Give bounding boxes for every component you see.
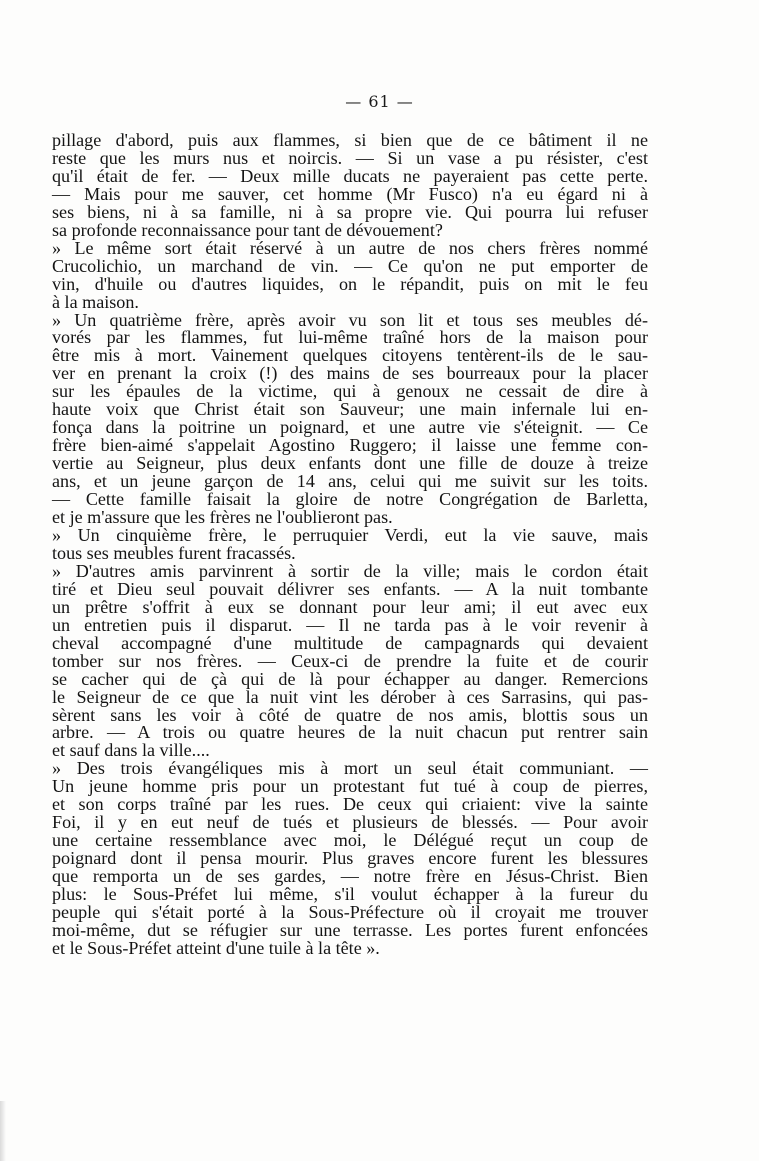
- text-line: le Seigneur de ce que la nuit vint les dérober à ces Sarrasins, qui pas-: [52, 686, 648, 707]
- text-line: pillage d'abord, puis aux flammes, si bien que de ce bâtiment il ne: [52, 130, 648, 150]
- text-line: une certaine ressemblance avec moi, le Délégué reçut un coup de: [52, 830, 648, 851]
- text-line: Crucolichio, un marchand de vin. — Ce qu'on ne put emporter de: [52, 255, 648, 276]
- text-line: et je m'assure que les frères ne l'oublieront pas.: [52, 507, 393, 528]
- text-line: peuple qui s'était porté à la Sous-Préfecture où il croyait me trouver: [52, 901, 648, 922]
- text-line: vorés par les flammes, fut lui-même traîné hors de la maison pour: [52, 327, 648, 348]
- text-line: Un jeune homme pris pour un protestant fut tué à coup de pierres,: [52, 776, 648, 797]
- text-line: ses biens, ni à sa famille, ni à sa propre vie. Qui pourra lui refuser: [52, 201, 648, 222]
- text-line: que remporta un de ses gardes, — notre frère en Jésus-Christ. Bien: [52, 866, 648, 887]
- text-line: et son corps traîné par les rues. De ceux qui criaient: vive la sainte: [52, 794, 648, 815]
- text-line: un entretien puis il disparut. — Il ne tarda pas à le voir revenir à: [52, 614, 648, 635]
- text-line: ver en prenant la croix (!) des mains de ses bourreaux pour la placer: [52, 363, 648, 384]
- text-line: être mis à mort. Vainement quelques citoyens tentèrent-ils de le sau-: [52, 345, 648, 366]
- text-line: et sauf dans la ville....: [52, 740, 210, 761]
- text-line: qu'il était de fer. — Deux mille ducats ne payeraient pas cette perte.: [52, 165, 648, 186]
- body-text: [52, 132, 648, 958]
- text-line: sa profonde reconnaissance pour tant de dévouement?: [52, 219, 443, 240]
- text-line: » D'autres amis parvinrent à sortir de la ville; mais le cordon était: [52, 560, 648, 581]
- text-line: poignard dont il pensa mourir. Plus graves encore furent les blessures: [52, 848, 648, 869]
- text-line: se cacher qui de çà qui de là pour échapper au danger. Remercions: [52, 668, 648, 689]
- text-line: vertie au Seigneur, plus deux enfants dont une fille de douze à treize: [52, 453, 648, 474]
- text-line: moi-même, dut se réfugier sur une terrasse. Les portes furent enfoncées: [52, 919, 648, 940]
- text-line: sèrent sans les voir à côté de quatre de nos amis, blottis sous un: [52, 704, 648, 725]
- text-line: reste que les murs nus et noircis. — Si un vase a pu résister, c'est: [52, 147, 648, 168]
- text-line: un prêtre s'offrit à eux se donnant pour leur ami; il eut avec eux: [52, 596, 648, 617]
- text-line: frère bien-aimé s'appelait Agostino Ruggero; il laisse une femme con-: [52, 435, 648, 456]
- text-line: haute voix que Christ était son Sauveur; une main infernale lui en-: [52, 399, 648, 420]
- text-line: Foi, il y en eut neuf de tués et plusieurs de blessés. — Pour avoir: [52, 812, 648, 833]
- page-number: — 61 —: [345, 92, 414, 111]
- text-line: — Mais pour me sauver, cet homme (Mr Fusco) n'a eu égard ni à: [52, 183, 648, 204]
- text-line: fonça dans la poitrine un poignard, et une autre vie s'éteignit. — Ce: [52, 417, 648, 438]
- text-line: — Cette famille faisait la gloire de notre Congrégation de Barletta,: [52, 489, 648, 510]
- text-line: tomber sur nos frères. — Ceux-ci de prendre la fuite et de courir: [52, 650, 648, 671]
- text-line: ans, et un jeune garçon de 14 ans, celui qui me suivit sur les toits.: [52, 471, 648, 492]
- text-line: plus: le Sous-Préfet lui même, s'il voulut échapper à la fureur du: [52, 884, 648, 905]
- page-edge-shadow: [0, 1101, 6, 1161]
- text-line: et le Sous-Préfet atteint d'une tuile à la tête ».: [52, 937, 380, 958]
- text-line: tiré et Dieu seul pouvait délivrer ses enfants. — A la nuit tombante: [52, 578, 648, 599]
- text-line: arbre. — A trois ou quatre heures de la nuit chacun put rentrer sain: [52, 722, 648, 743]
- text-line: » Un cinquième frère, le perruquier Verdi, eut la vie sauve, mais: [52, 524, 648, 545]
- text-line: sur les épaules de la victime, qui à genoux ne cessait de dire à: [52, 381, 648, 402]
- text-line: vin, d'huile ou d'autres liquides, on le répandit, puis on mit le feu: [52, 273, 648, 294]
- text-line: à la maison.: [52, 291, 139, 312]
- text-line: cheval accompagné d'une multitude de campagnards qui devaient: [52, 632, 648, 653]
- text-line: » Le même sort était réservé à un autre de nos chers frères nommé: [52, 237, 648, 258]
- text-line: tous ses meubles furent fracassés.: [52, 542, 296, 563]
- text-line: » Un quatrième frère, après avoir vu son lit et tous ses meubles dé-: [52, 309, 648, 330]
- text-line: » Des trois évangéliques mis à mort un seul était communiant. —: [52, 758, 648, 779]
